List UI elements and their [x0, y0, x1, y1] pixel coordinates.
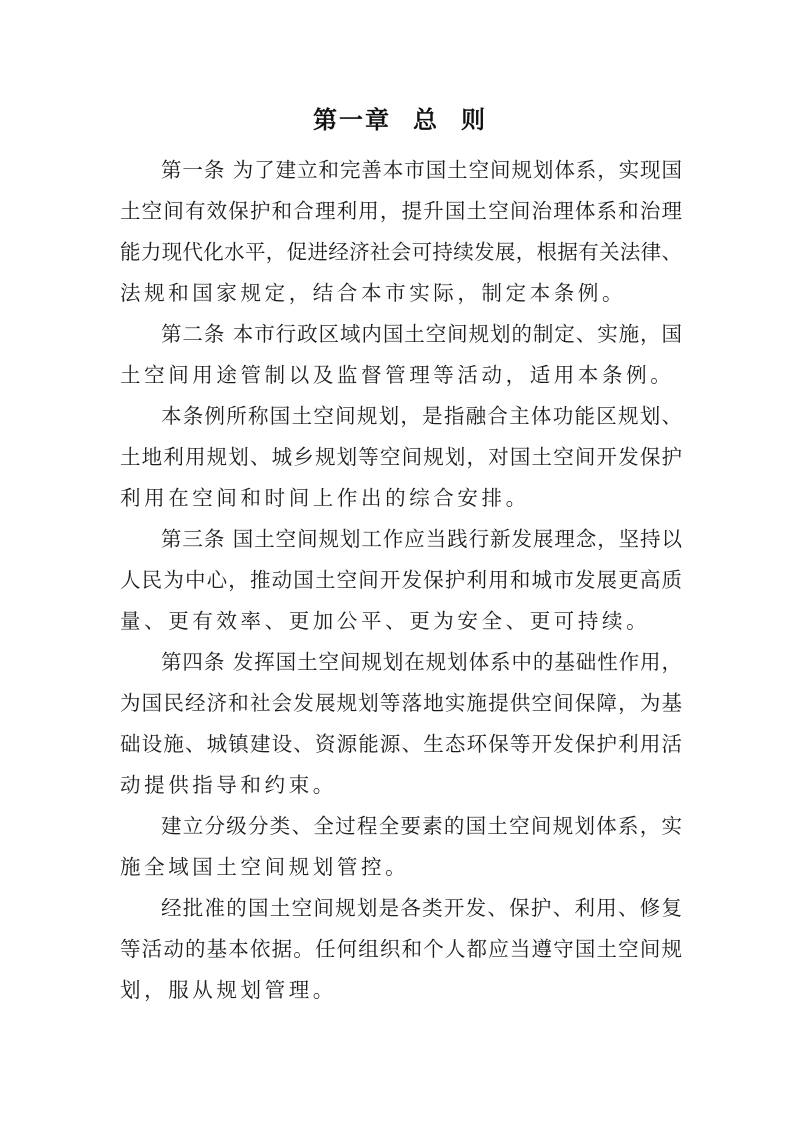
- paragraph-article-4-basis: [120, 888, 682, 1011]
- text-line: 量、更有效率、更加公平、更为安全、更可持续。: [120, 609, 651, 633]
- text-line: 建立分级分类、全过程全要素的国土空间规划体系，实: [161, 814, 682, 838]
- paragraph-article-2: [120, 314, 682, 396]
- text-line: 动提供指导和约束。: [120, 773, 337, 797]
- document-body: [120, 150, 682, 1011]
- text-line: 本条例所称国土空间规划，是指融合主体功能区规划、: [161, 404, 682, 428]
- text-line: 第三条 国土空间规划工作应当践行新发展理念，坚持以: [161, 527, 682, 551]
- text-line: 能力现代化水平，促进经济社会可持续发展，根据有关法律、: [120, 240, 682, 264]
- text-line: 人民为中心，推动国土空间开发保护利用和城市发展更高质: [120, 568, 682, 592]
- chapter-title: [0, 100, 800, 135]
- paragraph-article-1: [120, 150, 682, 314]
- chapter-number: 第一章: [313, 106, 391, 134]
- paragraph-article-2-definition: [120, 396, 682, 519]
- text-line: 土空间有效保护和合理利用，提升国土空间治理体系和治理: [120, 199, 682, 223]
- text-line: 施全域国土空间规划管控。: [120, 855, 410, 879]
- paragraph-article-3: [120, 519, 682, 642]
- text-line: 利用在空间和时间上作出的综合安排。: [120, 486, 530, 510]
- text-line: 土地利用规划、城乡规划等空间规划，对国土空间开发保护: [120, 445, 682, 469]
- text-line: 等活动的基本依据。任何组织和个人都应当遵守国土空间规: [120, 937, 682, 961]
- text-line: 划，服从规划管理。: [120, 978, 337, 1002]
- paragraph-article-4: [120, 642, 682, 806]
- text-line: 法规和国家规定，结合本市实际，制定本条例。: [120, 281, 627, 305]
- text-line: 第二条 本市行政区域内国土空间规划的制定、实施，国: [161, 322, 682, 346]
- text-line: 第四条 发挥国土空间规划在规划体系中的基础性作用，: [161, 650, 682, 674]
- text-line: 为国民经济和社会发展规划等落地实施提供空间保障，为基: [120, 691, 682, 715]
- paragraph-article-4-system: [120, 806, 682, 888]
- text-line: 础设施、城镇建设、资源能源、生态环保等开发保护利用活: [120, 732, 682, 756]
- text-line: 第一条 为了建立和完善本市国土空间规划体系，实现国: [161, 158, 682, 182]
- chapter-title-word-1: 总: [413, 106, 439, 134]
- text-line: 经批准的国土空间规划是各类开发、保护、利用、修复: [161, 896, 682, 920]
- chapter-title-word-2: 则: [461, 106, 487, 134]
- text-line: 土空间用途管制以及监督管理等活动，适用本条例。: [120, 363, 675, 387]
